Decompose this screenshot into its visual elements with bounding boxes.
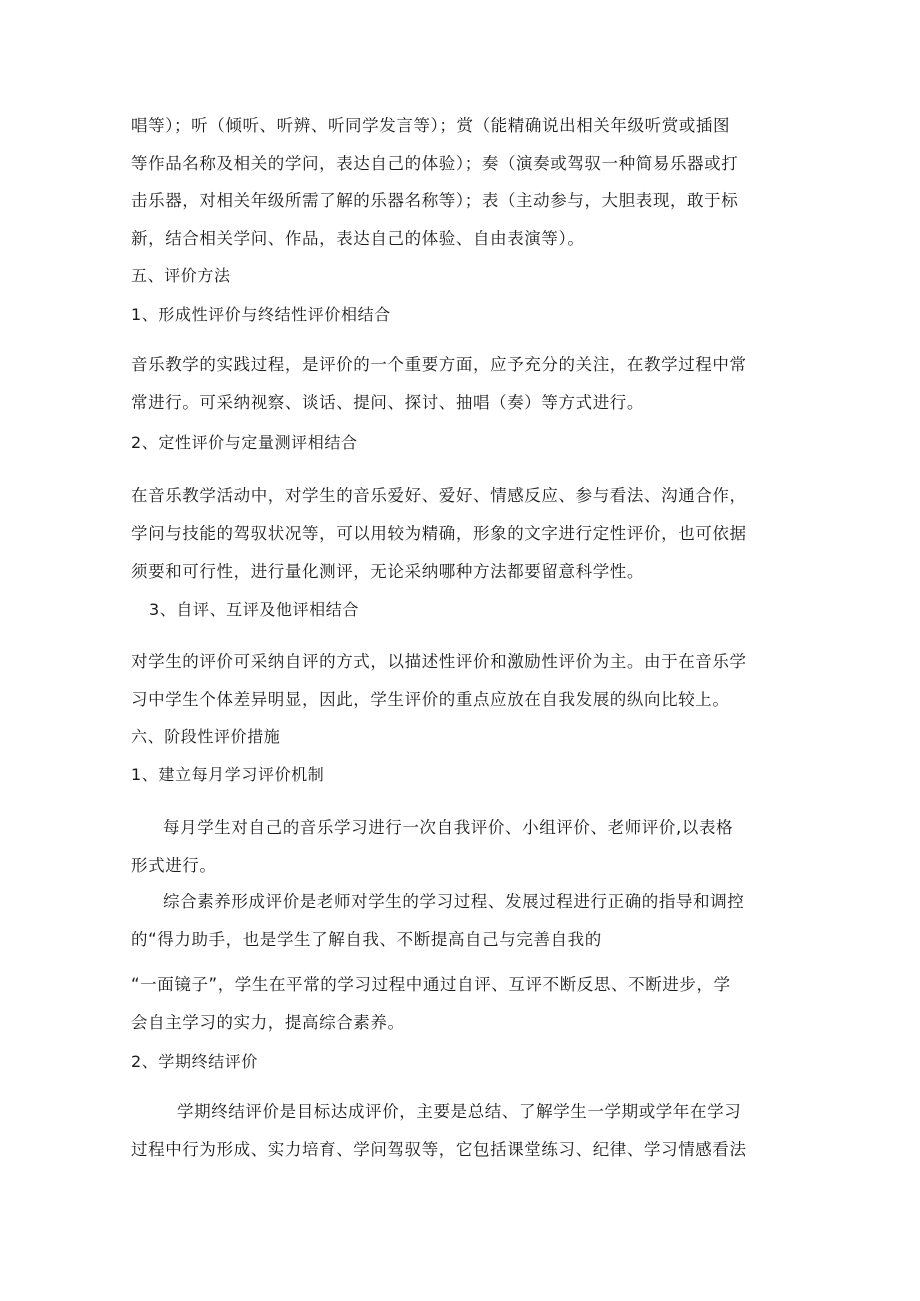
- text-line: 击乐器，对相关年级所需了解的乐器名称等）；表（主动参与，大胆表现，敢于标: [131, 191, 739, 210]
- text-line: 会自主学习的实力，提高综合素养。: [131, 1013, 405, 1032]
- subsection-heading: 2、学期终结评价: [131, 1052, 258, 1071]
- text-line: 综合素养形成评价是老师对学生的学习过程、发展过程进行正确的指导和调控: [163, 892, 745, 911]
- text-line: 过程中行为形成、实力培育、学问驾驭等，它包括课堂练习、纪律、学习情感看法: [131, 1140, 747, 1159]
- text-line: 在音乐教学活动中，对学生的音乐爱好、爱好、情感反应、参与看法、沟通合作，: [131, 486, 747, 505]
- text-line: 学期终结评价是目标达成评价，主要是总结、了解学生一学期或学年在学习: [177, 1102, 742, 1121]
- subsection-heading: 2、定性评价与定量测评相结合: [131, 433, 358, 452]
- section-heading: 五、评价方法: [131, 266, 231, 285]
- text-line: 等作品名称及相关的学问，表达自己的体验）；奏（演奏或驾驭一种简易乐器或打: [131, 154, 739, 173]
- subsection-heading: 1、形成性评价与终结性评价相结合: [131, 305, 391, 324]
- text-line: 对学生的评价可采纳自评的方式，以描述性评价和激励性评价为主。由于在音乐学: [131, 652, 747, 671]
- text-line: 形式进行。: [131, 856, 217, 875]
- text-line: 每月学生对自己的音乐学习进行一次自我评价、小组评价、老师评价,以表格: [163, 818, 734, 837]
- text-line: 唱等）；听（倾听、听辨、听同学发言等）；赏（能精确说出相关年级听赏或插图: [131, 116, 731, 135]
- text-line: “一面镜子”，学生在平常的学习过程中通过自评、互评不断反思、不断进步，学: [131, 975, 731, 994]
- section-heading: 六、阶段性评价措施: [131, 727, 281, 746]
- text-line: 须要和可行性，进行量化测评，无论采纳哪种方法都要留意科学性。: [131, 562, 644, 581]
- text-line: 习中学生个体差异明显，因此，学生评价的重点应放在自我发展的纵向比较上。: [131, 690, 730, 709]
- subsection-heading: 1、建立每月学习评价机制: [131, 765, 325, 784]
- text-line: 的“得力助手，也是学生了解自我、不断提高自己与完善自我的: [131, 930, 602, 949]
- text-line: 新，结合相关学问、作品，表达自己的体验、自由表演等）。: [131, 229, 585, 248]
- subsection-heading: 3、自评、互评及他评相结合: [149, 600, 359, 619]
- text-line: 学问与技能的驾驭状况等，可以用较为精确，形象的文字进行定性评价，也可依据: [131, 524, 747, 543]
- text-line: 常进行。可采纳视察、谈话、提问、探讨、抽唱（奏）等方式进行。: [131, 393, 644, 412]
- text-line: 音乐教学的实践过程，是评价的一个重要方面，应予充分的关注，在教学过程中常: [131, 355, 747, 374]
